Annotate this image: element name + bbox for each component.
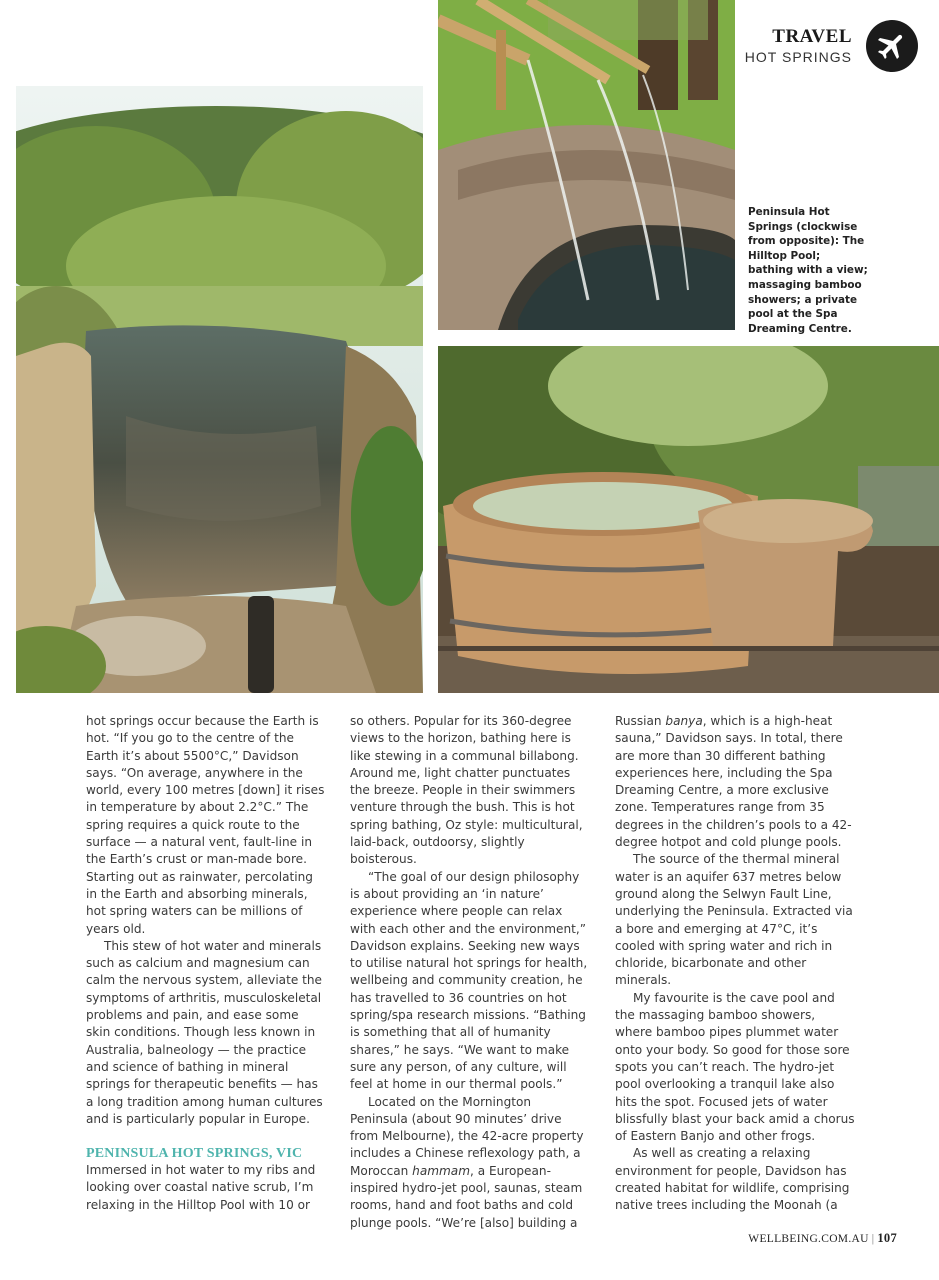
hilltop-pool-photo — [16, 86, 423, 693]
footer-separator: | — [871, 1233, 875, 1245]
article-column-1 — [86, 713, 326, 1214]
italic-term: banya — [665, 714, 703, 728]
text-run: Russian — [615, 714, 666, 728]
article-column-3 — [615, 713, 855, 1215]
paragraph: so others. Popular for its 360-degree views to the horizon, bathing here is like stewing in a communal billabong. Around me, light chatter punctuates the breeze. People in their swimmers venture through the bush. This is hot spring bathing, Oz style: multicultural, laid-back, outdoorsy, slightly boisterous. — [350, 714, 583, 867]
text-run: , a European-inspired hydro-jet pool, saunas, steam rooms, hand and foot baths and cold plunge pools. “We’re [also] building a — [350, 1163, 583, 1230]
text-run: Located on the Mornington Peninsula (about 90 minutes’ drive from Melbourne), the 42-acre property includes a Chinese reflexology path, a Moroccan — [350, 1094, 584, 1178]
paragraph: As well as creating a relaxing environment for people, Davidson has created habitat for wildlife, comprising native trees including the Moonah (a — [615, 1146, 850, 1213]
paragraph — [350, 1094, 590, 1232]
paragraph: Immersed in hot water to my ribs and looking over coastal native scrub, I’m relaxing in the Hilltop Pool with 10 or — [86, 1163, 316, 1212]
paragraph — [615, 713, 855, 851]
page-number: 107 — [877, 1231, 897, 1245]
text-run: , which is a high-heat sauna,” Davidson says. In total, there are more than 30 different bathing experiences here, including the Spa Dreaming Centre, a more exclusive zone. Temperatures range from 35 degrees in the children’s pools to a 42-degree hotpot and cold plunge pools. — [615, 714, 852, 850]
private-barrel-pool-photo — [438, 346, 939, 693]
airplane-glyph — [875, 29, 909, 63]
italic-term: hammam — [412, 1163, 471, 1178]
paragraph: This stew of hot water and minerals such as calcium and magnesium can calm the nervous system, alleviate the symptoms of arthritis, musculoskeletal problems and pain, and ease some skin conditions. Though less known in Australia, balneology — the practice and science of bathing in mineral springs for therapeutic benefits — has a long tradition among human cultures and is particularly popular in Europe. — [86, 938, 323, 1126]
photo-caption: Peninsula Hot Springs (clockwise from opposite): The Hilltop Pool; bathing with a view; massaging bamboo showers; a private pool at the Spa Dreaming Centre. — [748, 206, 868, 335]
paragraph: “The goal of our design philosophy is about providing an ‘in nature’ experience where people can relax with each other and the environment,” Davidson explains. Seeking new ways to utilise natural hot springs for health, wellbeing and community creation, he has travelled to 36 countries on hot spring/spa research missions. “Bathing is something that all of humanity shares,” he says. “We want to make sure any person, of any culture, will feel at home in our thermal pools.” — [350, 869, 588, 1092]
paragraph: My favourite is the cave pool and the massaging bamboo showers, where bamboo pipes plummet water onto your body. So good for those sore spots you can’t reach. The hydro-jet pool overlooking a tranquil lake also hits the spot. Focused jets of water blissfully blast your back amid a chorus of Eastern Banjo and other frogs. — [615, 990, 855, 1144]
site-url: WELLBEING.COM.AU — [748, 1233, 869, 1245]
paragraph: hot springs occur because the Earth is hot. “If you go to the centre of the Earth it’s about 5500°C,” Davidson says. “On average, anywhere in the world, every 100 metres [down] it rises in temperature by about 2.2°C.” The spring requires a quick route to the surface — a natural vent, fault-line in the Earth’s crust or man-made bore. Starting out as rainwater, percolating in the Earth and absorbing minerals, hot spring waters can be millions of years old. — [86, 714, 325, 936]
paragraph: The source of the thermal mineral water is an aquifer 637 metres below ground along the Selwyn Fault Line, underlying the Peninsula. Extracted via a bore and emerging at 47°C, it’s cooled with spring water and rich in chloride, bicarbonate and other minerals. — [615, 852, 853, 988]
section-subheading: PENINSULA HOT SPRINGS, VIC — [86, 1146, 303, 1162]
bamboo-showers-photo — [438, 0, 735, 330]
page-footer — [748, 1231, 897, 1246]
section-title: TRAVEL — [772, 26, 852, 47]
article-column-2 — [350, 713, 590, 1232]
section-header — [745, 26, 852, 66]
section-subtitle: HOT SPRINGS — [744, 49, 852, 65]
airplane-icon — [866, 20, 918, 72]
